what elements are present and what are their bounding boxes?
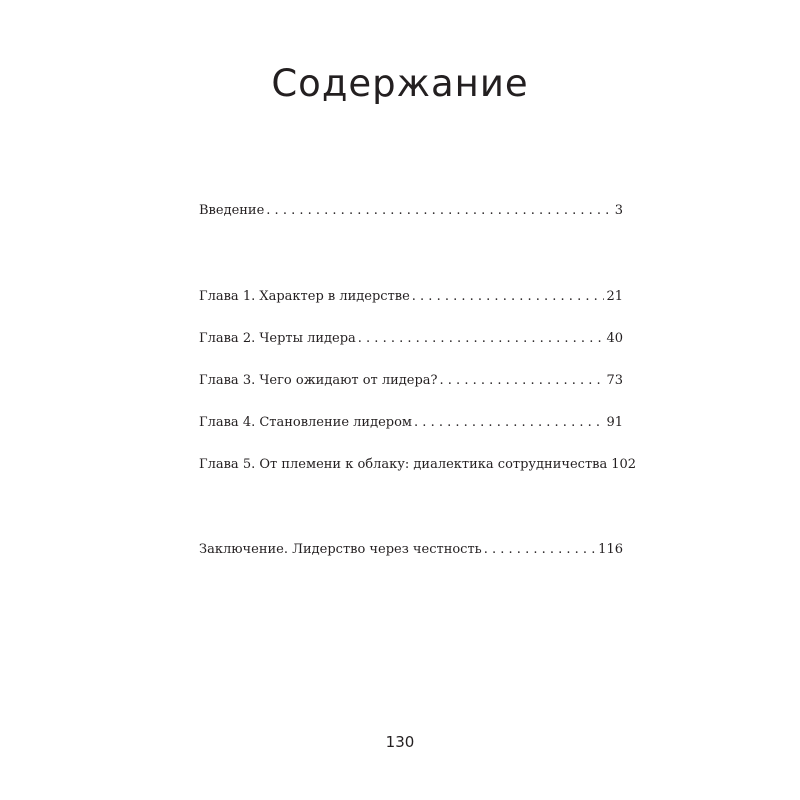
toc-entry-title: Заключение. Лидерство через честность (199, 542, 482, 557)
toc-entry-chapter-1 (199, 289, 623, 309)
toc-entry-page: 102 (611, 457, 637, 472)
toc-entry-page: 3 (614, 203, 623, 218)
toc-entry-title: Введение (199, 203, 265, 218)
toc-entry-page: 73 (606, 373, 623, 388)
toc-entry-title: Глава 1. Характер в лидерстве (199, 289, 410, 304)
toc-entry-chapter-2 (199, 331, 623, 351)
toc-entry-chapter-5 (199, 457, 637, 477)
page-title: Содержание (271, 62, 529, 105)
dot-leader (358, 331, 605, 346)
page-number: 130 (385, 733, 415, 751)
toc-entry-chapter-4 (199, 415, 623, 435)
toc-entry-title: Глава 4. Становление лидером (199, 415, 413, 430)
toc-entry-chapter-3 (199, 373, 623, 393)
dot-leader (484, 542, 596, 557)
dot-leader (266, 203, 612, 218)
toc-entry-page: 91 (606, 415, 623, 430)
toc-entry-title: Глава 2. Черты лидера (199, 331, 356, 346)
toc-entry-title: Глава 3. Чего ожидают от лидера? (199, 373, 438, 388)
toc-entry-introduction (199, 203, 623, 223)
dot-leader (440, 373, 605, 388)
toc-entry-title: Глава 5. От племени к облаку: диалектика сотрудничества (199, 457, 608, 472)
toc-entry-conclusion (199, 542, 623, 562)
dot-leader (414, 415, 604, 430)
dot-leader (412, 289, 605, 304)
toc-entry-page: 21 (606, 289, 623, 304)
toc-entry-page: 40 (606, 331, 623, 346)
toc-entry-page: 116 (598, 542, 623, 557)
